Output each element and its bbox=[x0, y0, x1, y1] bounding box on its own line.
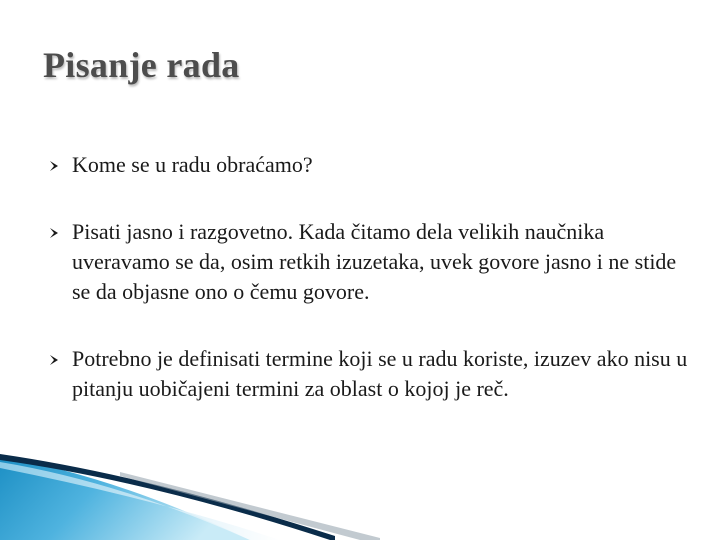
arrowhead-bullet-icon bbox=[50, 355, 58, 365]
arrowhead-bullet-icon bbox=[50, 161, 58, 171]
arrowhead-bullet-icon bbox=[50, 228, 58, 238]
bullet-item bbox=[50, 150, 690, 180]
bullet-item bbox=[50, 344, 690, 404]
swoosh-light-band bbox=[0, 462, 280, 540]
bullet-text: Kome se u radu obraćamo? bbox=[72, 152, 313, 177]
slide-title: Pisanje rada bbox=[43, 45, 240, 85]
swoosh-dark-stroke bbox=[0, 454, 335, 540]
bullet-list bbox=[50, 150, 690, 404]
swoosh-blue-band bbox=[0, 456, 250, 540]
swoosh-grey-tail bbox=[120, 472, 380, 540]
bullet-text: Pisati jasno i razgovetno. Kada čitamo dela velikih naučnika uveravamo se da, osim retkih izuzetaka, uvek govore jasno i ne stide se da objasne ono o čemu govore. bbox=[72, 219, 677, 304]
bullet-item bbox=[50, 217, 690, 307]
bullet-text: Potrebno je definisati termine koji se u radu koriste, izuzev ako nisu u pitanju uobičajeni termini za oblast o kojoj je reč. bbox=[72, 346, 688, 401]
